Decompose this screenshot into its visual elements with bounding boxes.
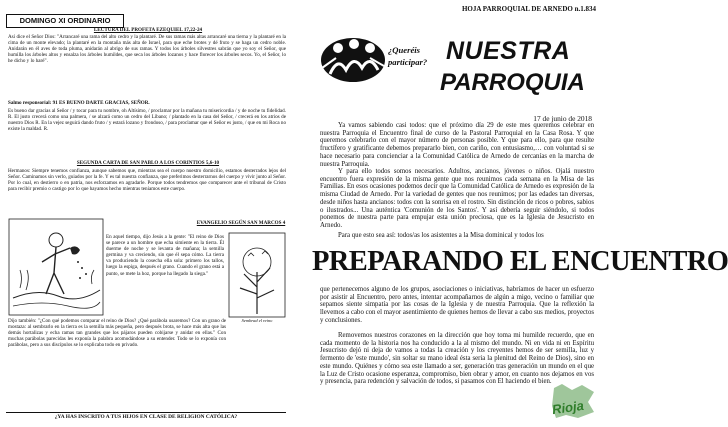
headline: PREPARANDO EL ENCUENTRO [312,246,728,277]
mustard-illustration [228,232,286,326]
psalm-title: Salmo responsorial: 91 ES BUENO DARTE GRACIAS, SEÑOR. [8,100,150,106]
gospel-title: EVANGELIO SEGÚN SAN MARCOS 4 [196,220,286,226]
paragraph-4: que pertenecemos alguno de los grupos, asociaciones o iniciativas, habríamos de hacer un esfuerzo por asistir al Encuentro, pero antes, intentar acompañarnos de algún a migo, vecino o familiar que sepamos siente simpatía por las cosas de la Iglesia y de nuestra Parroquia. Que la reflexión la llevemos a cabo con el mayor asentimiento de quienes hemos de llevar a cabo sus medios, proyectos y conclusiones. [320,286,594,324]
religion-class-banner: ¿YA HAS INSCRITO A TUS HIJOS EN CLASE DE RELIGION CATÓLICA? [6,412,286,420]
issue-date: 17 de junio de 2018 [533,114,592,123]
participate-question: ¿Queréis participar? [388,45,428,67]
reading2-text: Hermanos: Siempre tenemos confianza, aunque sabemos que, mientras sea el cuerpo nuestro domicilio, estamos desterrados lejos del Señor. Caminamos sin verlo, guiados por la fe. Y es tal nuestra confianza, que preferimos desterrarnos del cuerpo y vivir junto al Señor. Por lo cual, en destierro o en patria, nos esforzamos en agradarle. Porque todos tendremos que comparecer ante el tribunal de Cristo para recibir premio o castigo por lo que hayamos hecho mientras teníamos este cuerpo. [8,168,286,193]
gospel-text-2: Dijo también: "¿Con qué podemos comparar el reino de Dios? ¿Qué parábola usaremos? Con un grano de mostaza: al sembrarlo en la tierra es la semilla más pequeña, pero después brota, se hace más alta que las demás hortalizas y echa ramas tan grandes que los pájaros pueden cobijarse y anidar en ellas." Con muchas parábolas parecidas les exponía la palabra acomodándose a su entender. Todo se lo exponía con parábolas, pero a sus discípulos se lo explicaba todo en privado. [8,318,226,349]
people-logo [318,30,388,86]
rioja-stamp [548,382,600,422]
psalm-text: Es bueno dar gracias al Señor / y tocar para tu nombre, oh Altísimo, / proclamar por la mañana tu misericordia / y de noche tu fidelidad. R. El justo crecerá como una palmera, / se alzará como un cedro del Líbano; / plantado en la casa del Señor, / crecerá en los atrios de nuestro Dios R. En la vejez seguirá dando fruto / y estará lozano y frondoso, / para proclamar que el Señor es justo, / que en mi Roca no existe la maldad. R. [8,108,286,133]
intro-paragraph: Ya vamos sabiendo casi todos: que el próximo día 29 de este mes queremos celebrar en nuestra Parroquia el Encuentro final de curso de la Pastoral Parroquial en la Casa Rosa. Y que queremos celebrarlo con el mayor número de personas posible. Y que para ello, para que resulte fructífero y gratificante debemos prepararlo bien, con cariño, con entusiasmo,… con voluntad si se hace necesario para concienciar a la Comunidad Católica de Arnedo de cercanías en la marcha de nuestra Parroquia. [320,122,594,168]
paragraph-5: Removemos nuestros corazones en la dirección que hoy toma mi humilde recuerdo, que en cada momento de la historia nos ha conducido a la al mismo del mundo. Ni en vida ni en Espíritu Jesucristo dejó ni deja de vamos a todas la creación y los creyentes hemos de ser semilla, luz y fermento de 'este mundo', sin soltar su mano ideal ésta seria la plenitud del Reino de Dios), sino en este mundo. Quiénes y cómo sea este llamado a ser, generación tras generación un mundo en el que la Luz de Cristo ocasione esperanza, compromiso, bien obrar y amor, en cuanto nos dejamos en vos y presencia, para redención y salvación de todos, si pasamos con El haciendo el bien. [320,332,594,386]
image-caption: Sembrad el reino [241,318,273,323]
gospel-text-1: En aquel tiempo, dijo Jesús a la gente: "El reino de Dios se parece a un hombre que echa simiente en la tierra. Él duerme de noche y se levanta de mañana; la semilla germina y va creciendo, sin que él sepa cómo. La tierra va produciendo la cosecha ella sola: primero los tallos, luego la espiga, después el grano. Cuando el grano está a punto, se mete la hoz, porque ha llegado la siega." [106,234,224,277]
reading1-text: Así dice el Señor Dios: "Arrancaré una rama del alto cedro y la plantaré. De sus ramas más altas arrancaré una tierna y la plantaré en la cima de un monte elevado; la plantaré en la montaña más alta de Israel, para que eche brotes y dé fruto y se haga un cedro noble. Anidarán en él aves de toda pluma, anidarán al abrigo de sus ramas. Y todos los árboles silvestres sabrán que yo soy el Señor, que humilla los árboles altos y ensalza los árboles humildes, que seca los árboles lozanos y hace florecer los árboles secos. Yo, el Señor, lo he dicho y lo haré". [8,34,286,65]
sower-illustration [8,218,104,316]
brand-parroquia: PARROQUIA [440,69,585,96]
paragraph-2: Y para ello todos somos necesarios. Adultos, ancianos, jóvenes o niños. Ojalá nuestro encuentro fuera expresión de la misma gente que nos reunimos cada semana en la Misa de las Familias. En esos ocasiones podemos decir que la Comunidad Católica de Arnedo es expresión de la misma Ciudad de Arnedo. Por la variedad de gentes que nos reunimos; por las edades tan diversas, desde niños hasta ancianos: todos con la sonrisa en el rostro. Sin distinción de ricos o pobres, sabios o ilustrados... Una auténtica 'Comunión de los Santos'. Y así debería seguir siéndolo, si todos ponemos de nuestra parte para empujar esta unión preciosa, que es la Iglesia de Jesucristo en Arnedo. [320,168,594,229]
sunday-title: DOMINGO XI ORDINARIO [6,14,124,28]
reading1-title: LECTURA DEL PROFETA EZEQUIEL 17,22-24 [93,27,203,33]
bulletin-header: HOJA PARROQUIAL DE ARNEDO n.1.834 [461,5,596,13]
stamp-text: Rioja [551,397,585,418]
brand-nuestra: NUESTRA [446,37,571,65]
reading2-title: SEGUNDA CARTA DE SAN PABLO A LOS CORINTIOS 5,6-10 [76,160,220,166]
paragraph-3: Para que esto sea así: todos/as los asistentes a la Misa dominical y todos los [338,232,544,239]
